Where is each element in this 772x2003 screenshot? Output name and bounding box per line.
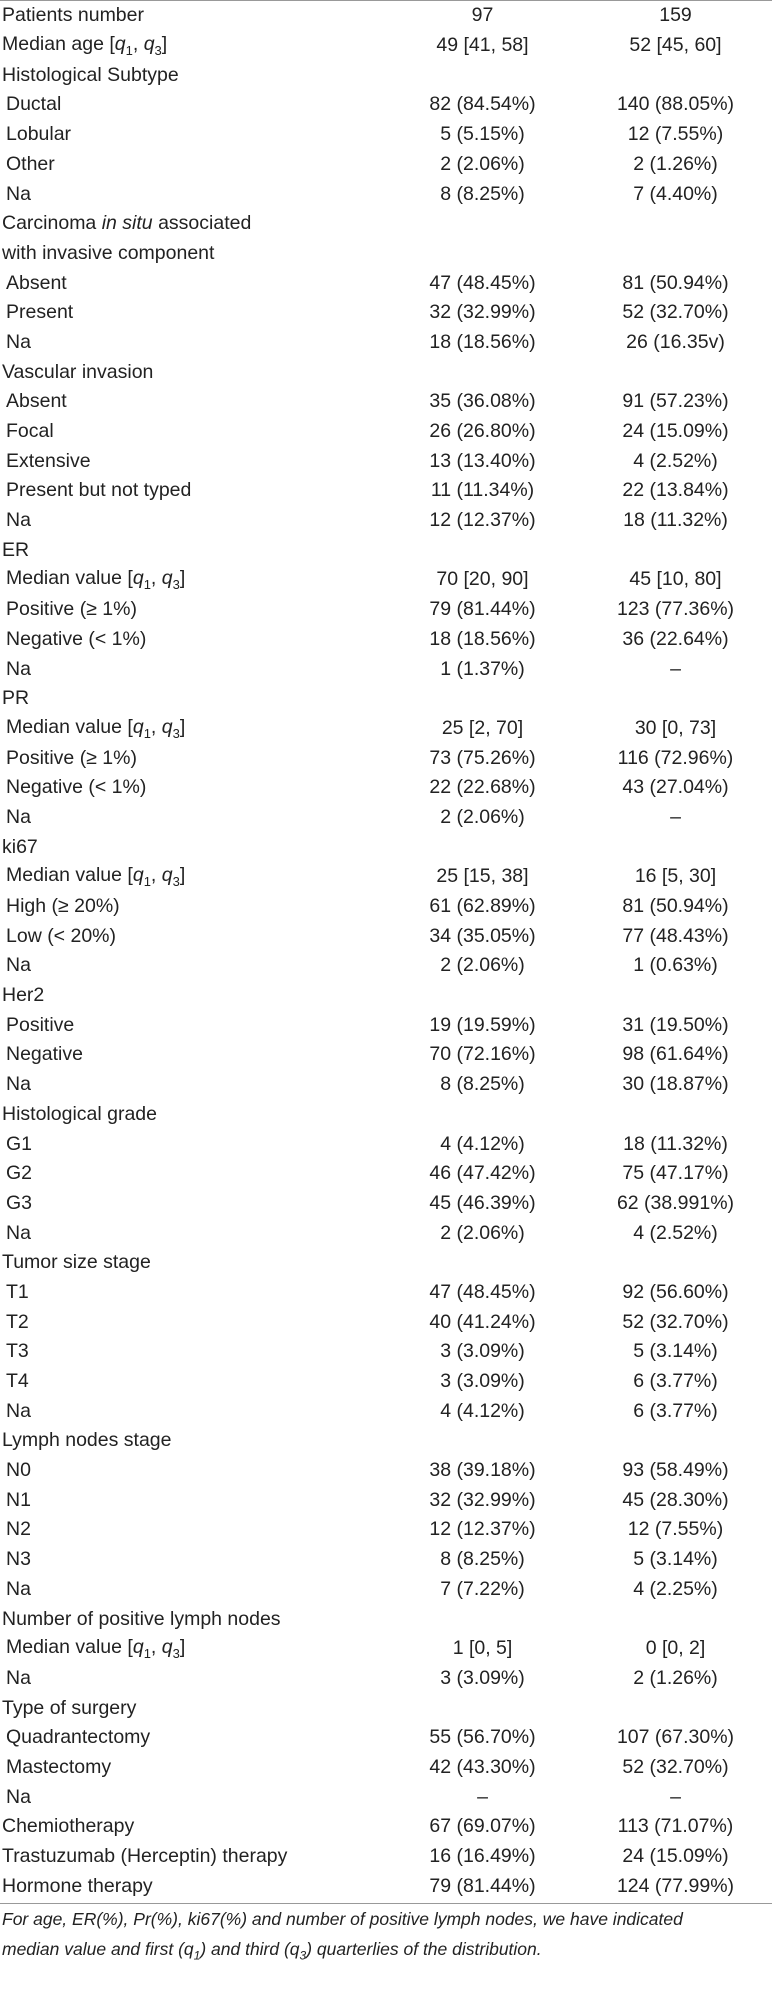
value-cohort-1: 61 (62.89%) [429,895,536,918]
row-label: Na [6,1785,31,1808]
table-row [0,1070,772,1100]
value-cohort-2: 18 (11.32%) [623,509,728,532]
value-cohort-1: 13 (13.40%) [429,449,536,472]
value-cohort-2: 107 (67.30%) [616,1726,735,1749]
value-cohort-2 [579,981,772,1011]
table-row [0,31,772,61]
row-label: Na [6,330,31,353]
value-cohort-2 [579,1248,772,1278]
row-label: Hormone therapy [2,1874,153,1897]
value-cohort-2 [579,1604,772,1634]
table-row [0,476,772,506]
value-cohort-2: 93 (58.49%) [622,1459,729,1482]
table-section-row [0,536,772,566]
value-cohort-1: 45 (46.39%) [429,1191,536,1214]
table-row [0,1219,772,1249]
value-cohort-2: 159 [659,4,692,27]
value-cohort-1: – [477,1785,488,1808]
row-label: N1 [6,1488,31,1511]
table-row [0,1189,772,1219]
value-cohort-2: 5 (3.14%) [633,1548,718,1571]
value-cohort-2: 7 (4.40%) [633,182,718,205]
value-cohort-2: 24 (15.09%) [622,1845,729,1868]
table-row [0,269,772,299]
footnote-line-1: For age, ER(%), Pr(%), ki67(%) and number of positive lymph nodes, we have indicated [2,1909,683,1930]
row-label: Negative [6,1043,83,1066]
row-label: Absent [6,390,67,413]
section-label: Type of surgery [2,1696,137,1719]
row-label: Chemiotherapy [2,1815,135,1838]
value-cohort-2: 12 (7.55%) [627,1518,724,1541]
table-row [0,90,772,120]
value-cohort-2: 30 [0, 73] [634,716,717,739]
row-label: Na [6,954,31,977]
table-row [0,120,772,150]
value-cohort-1: 79 (81.44%) [429,598,536,621]
value-cohort-1: 70 [20, 90] [436,568,529,591]
row-label: Lobular [6,123,72,146]
table-row [0,506,772,536]
value-cohort-1: 79 (81.44%) [429,1874,536,1897]
value-cohort-1: 8 (8.25%) [440,1073,525,1096]
row-label: Median value [$q_1$, $q_3$] [6,567,186,593]
value-cohort-1: 4 (4.12%) [440,1132,525,1155]
row-label: Present [6,301,74,324]
value-cohort-1: 32 (32.99%) [429,301,536,324]
table-row [0,922,772,952]
clinical-characteristics-table [0,1,772,1901]
row-label: Quadrantectomy [6,1726,151,1749]
table-row [0,298,772,328]
value-cohort-1 [386,239,579,269]
value-cohort-2: 81 (50.94%) [622,895,729,918]
value-cohort-2: 6 (3.77%) [633,1370,718,1393]
row-label: Low (< 20%) [6,924,117,947]
value-cohort-1: 3 (3.09%) [440,1666,525,1689]
table-section-row [0,1604,772,1634]
table-row [0,150,772,180]
value-cohort-2: 18 (11.32%) [623,1132,728,1155]
value-cohort-1 [386,358,579,388]
table-row [0,1515,772,1545]
value-cohort-1 [386,536,579,566]
value-cohort-1 [386,1604,579,1634]
table-row [0,1872,772,1902]
row-label: Median age [$q_1$, $q_3$] [2,32,168,58]
value-cohort-2: 4 (2.52%) [633,1221,718,1244]
value-cohort-1: 25 [2, 70] [441,716,524,739]
value-cohort-2: – [670,657,681,680]
table-row [0,951,772,981]
value-cohort-2: 12 (7.55%) [627,123,724,146]
value-cohort-1: 32 (32.99%) [429,1488,536,1511]
value-cohort-2: 45 [10, 80] [629,568,722,591]
row-label: Na [6,1399,31,1422]
value-cohort-2 [579,209,772,239]
value-cohort-2 [579,536,772,566]
value-cohort-1 [386,209,579,239]
value-cohort-2: 91 (57.23%) [622,390,729,413]
table-section-row [0,61,772,91]
value-cohort-1: 46 (47.42%) [429,1162,536,1185]
table-row [0,773,772,803]
value-cohort-2: 98 (61.64%) [622,1043,729,1066]
value-cohort-1: 70 (72.16%) [429,1043,536,1066]
table-row [0,1545,772,1575]
value-cohort-2: 116 (72.96%) [617,746,734,769]
value-cohort-1: 55 (56.70%) [429,1726,536,1749]
value-cohort-2: 0 [0, 2] [645,1637,706,1660]
value-cohort-1: 1 [0, 5] [452,1637,513,1660]
row-label: Other [6,152,55,175]
row-label: Na [6,1221,31,1244]
row-label: Trastuzumab (Herceptin) therapy [2,1845,288,1868]
row-label: Na [6,1577,31,1600]
value-cohort-1: 47 (48.45%) [429,1280,536,1303]
table-row [0,1723,772,1753]
table-section-row [0,1694,772,1724]
table-row [0,179,772,209]
table-row [0,803,772,833]
section-label: Histological grade [2,1102,158,1125]
value-cohort-2: 2 (1.26%) [633,1666,718,1689]
value-cohort-1: 3 (3.09%) [440,1340,525,1363]
value-cohort-1 [386,61,579,91]
value-cohort-2: 52 (32.70%) [622,1755,729,1778]
table-body [0,1,772,1901]
row-label: Na [6,657,31,680]
value-cohort-2: 4 (2.52%) [633,449,718,472]
row-label: G3 [6,1191,33,1214]
table-row [0,1159,772,1189]
value-cohort-2: 45 (28.30%) [622,1488,729,1511]
row-label: Ductal [6,93,62,116]
value-cohort-2: 31 (19.50%) [622,1013,729,1036]
row-label: Na [6,1666,31,1689]
table-row [0,595,772,625]
table-section-row [0,1426,772,1456]
table-row [0,1308,772,1338]
table-row [0,714,772,744]
value-cohort-1: 12 (12.37%) [429,1518,536,1541]
table-section-row [0,1100,772,1130]
table-row [0,1753,772,1783]
row-label: Patients number [2,4,144,27]
row-label: T1 [6,1280,29,1303]
value-cohort-1: 97 [471,4,494,27]
row-label: Mastectomy [6,1755,112,1778]
section-label: ki67 [2,835,38,858]
value-cohort-2 [579,684,772,714]
value-cohort-2: 22 (13.84%) [622,479,729,502]
table-row [0,387,772,417]
value-cohort-1: 67 (69.07%) [429,1815,536,1838]
row-label: Positive (≥ 1%) [6,598,137,621]
value-cohort-2: 77 (48.43%) [622,924,729,947]
value-cohort-2: – [670,1785,681,1808]
section-label: Histological Subtype [2,63,179,86]
row-label: Na [6,1073,31,1096]
row-label: Median value [$q_1$, $q_3$] [6,715,186,741]
row-label: T2 [6,1310,29,1333]
row-label: N0 [6,1459,31,1482]
footnote-line-2: median value and first $(q_1)$ and third $(q_3)$ quarterlies of the distribution. [2,1939,542,1963]
section-label: Carcinoma in situ associated [2,212,252,235]
section-label: PR [2,687,30,710]
table-row [0,862,772,892]
value-cohort-1: 18 (18.56%) [429,330,536,353]
table-row [0,1456,772,1486]
value-cohort-1 [386,1248,579,1278]
value-cohort-2: 52 [45, 60] [629,34,722,57]
table-row [0,1367,772,1397]
table-row [0,1040,772,1070]
value-cohort-1 [386,1100,579,1130]
table-row [0,625,772,655]
value-cohort-1: 4 (4.12%) [440,1399,525,1422]
value-cohort-2: – [670,805,681,828]
value-cohort-2: 2 (1.26%) [633,152,718,175]
table-section-row [0,1248,772,1278]
value-cohort-2: 30 (18.87%) [622,1073,729,1096]
table-section-row [0,239,772,269]
value-cohort-1: 49 [41, 58] [436,34,529,57]
value-cohort-2: 36 (22.64%) [622,627,729,650]
table-row [0,1812,772,1842]
value-cohort-1: 35 (36.08%) [429,390,536,413]
table-row [0,1486,772,1516]
value-cohort-2: 24 (15.09%) [622,420,729,443]
row-label: Focal [6,420,54,443]
value-cohort-2: 92 (56.60%) [622,1280,729,1303]
value-cohort-1: 8 (8.25%) [440,182,525,205]
table-row [0,892,772,922]
value-cohort-1 [386,1694,579,1724]
table-row [0,417,772,447]
value-cohort-2 [579,833,772,863]
value-cohort-1: 25 [15, 38] [436,865,529,888]
table-row [0,1337,772,1367]
table-row [0,1664,772,1694]
value-cohort-2: 16 [5, 30] [634,865,717,888]
value-cohort-1: 1 (1.37%) [440,657,525,680]
value-cohort-2: 113 (71.07%) [617,1815,734,1838]
section-label: with invasive component [2,241,215,264]
value-cohort-1: 40 (41.24%) [429,1310,536,1333]
row-label: Na [6,805,31,828]
value-cohort-2 [579,1100,772,1130]
value-cohort-2: 5 (3.14%) [633,1340,718,1363]
value-cohort-2 [579,1426,772,1456]
table-row [0,1783,772,1813]
section-label: Tumor size stage [2,1251,151,1274]
value-cohort-2: 140 (88.05%) [616,93,735,116]
value-cohort-1: 12 (12.37%) [429,509,536,532]
row-label: T3 [6,1340,29,1363]
table-row [0,654,772,684]
row-label: G1 [6,1132,33,1155]
row-label: N3 [6,1548,31,1571]
value-cohort-1 [386,684,579,714]
table-row [0,447,772,477]
row-label: Positive [6,1013,75,1036]
row-label: Median value [$q_1$, $q_3$] [6,1636,186,1661]
section-label: Lymph nodes stage [2,1429,172,1452]
value-cohort-1: 5 (5.15%) [440,123,525,146]
value-cohort-2: 1 (0.63%) [633,954,718,977]
row-label: N2 [6,1518,31,1541]
value-cohort-2: 62 (38.991%) [616,1191,735,1214]
value-cohort-2 [579,1694,772,1724]
value-cohort-1 [386,1426,579,1456]
table-row [0,1278,772,1308]
value-cohort-2 [579,358,772,388]
value-cohort-2: 75 (47.17%) [622,1162,729,1185]
value-cohort-1: 73 (75.26%) [429,746,536,769]
row-label: Median value [$q_1$, $q_3$] [6,864,186,890]
row-label: G2 [6,1162,33,1185]
row-label: Negative (< 1%) [6,627,147,650]
table-section-row [0,684,772,714]
table-row [0,1575,772,1605]
row-label: Na [6,509,31,532]
table-row [0,565,772,595]
table-footnote [2,1904,767,1971]
value-cohort-1: 7 (7.22%) [440,1577,525,1600]
row-label: Negative (< 1%) [6,776,147,799]
value-cohort-1: 3 (3.09%) [440,1370,525,1393]
table-row [0,1842,772,1872]
section-label: Her2 [2,984,45,1007]
value-cohort-2: 124 (77.99%) [616,1874,735,1897]
row-label: Present but not typed [6,479,192,502]
value-cohort-2: 81 (50.94%) [622,271,729,294]
value-cohort-1 [386,833,579,863]
table-row [0,1397,772,1427]
value-cohort-1: 2 (2.06%) [440,805,525,828]
value-cohort-1: 19 (19.59%) [429,1013,536,1036]
value-cohort-1: 2 (2.06%) [440,152,525,175]
value-cohort-1: 2 (2.06%) [440,1221,525,1244]
value-cohort-2: 26 (16.35v) [626,330,725,353]
section-label: ER [2,538,30,561]
table-row [0,1,772,31]
value-cohort-1: 38 (39.18%) [429,1459,536,1482]
value-cohort-2: 123 (77.36%) [616,598,735,621]
row-label: T4 [6,1370,29,1393]
row-label: Na [6,182,31,205]
table-row [0,744,772,774]
value-cohort-2 [579,239,772,269]
value-cohort-2: 6 (3.77%) [633,1399,718,1422]
value-cohort-1: 22 (22.68%) [429,776,536,799]
table-section-row [0,358,772,388]
section-label: Vascular invasion [2,360,154,383]
row-label: Extensive [6,449,91,472]
row-label: Absent [6,271,67,294]
section-label: Number of positive lymph nodes [2,1607,281,1630]
value-cohort-1: 26 (26.80%) [429,420,536,443]
value-cohort-1: 11 (11.34%) [430,479,535,502]
value-cohort-2: 52 (32.70%) [622,301,729,324]
table-row [0,328,772,358]
row-label: High (≥ 20%) [6,895,120,918]
value-cohort-2: 43 (27.04%) [622,776,729,799]
table-section-row [0,981,772,1011]
value-cohort-2: 52 (32.70%) [622,1310,729,1333]
value-cohort-2: 4 (2.25%) [633,1577,718,1600]
value-cohort-1: 16 (16.49%) [429,1845,536,1868]
value-cohort-1: 18 (18.56%) [429,627,536,650]
table-section-row [0,209,772,239]
value-cohort-1: 34 (35.05%) [429,924,536,947]
value-cohort-1: 47 (48.45%) [429,271,536,294]
value-cohort-1: 8 (8.25%) [440,1548,525,1571]
table-row [0,1011,772,1041]
row-label: Positive (≥ 1%) [6,746,137,769]
table-section-row [0,833,772,863]
table-row [0,1129,772,1159]
value-cohort-1: 82 (84.54%) [429,93,536,116]
value-cohort-1: 2 (2.06%) [440,954,525,977]
table-row [0,1634,772,1664]
value-cohort-1 [386,981,579,1011]
value-cohort-2 [579,61,772,91]
value-cohort-1: 42 (43.30%) [429,1755,536,1778]
